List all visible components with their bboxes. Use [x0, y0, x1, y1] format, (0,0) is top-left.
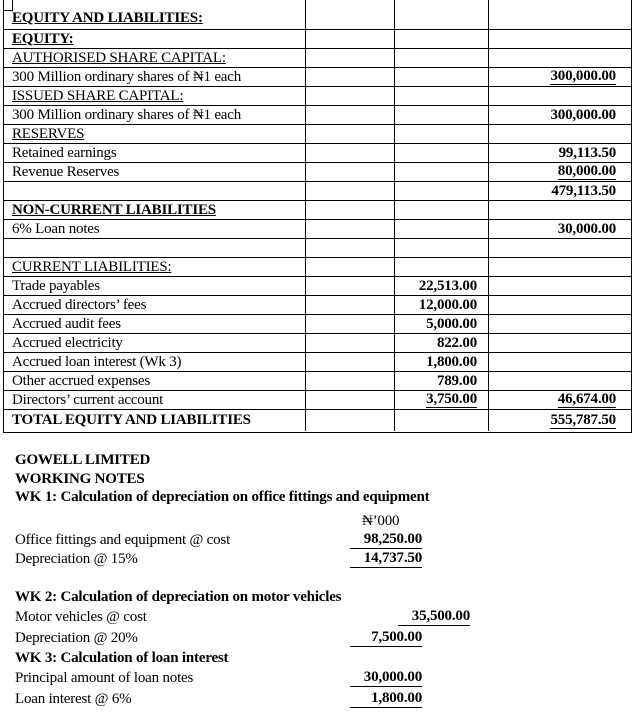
note-value: 35,500.00 [398, 609, 470, 626]
section-heading: AUTHORISED SHARE CAPITAL: [12, 49, 226, 66]
row-label: Retained earnings [12, 144, 117, 161]
naira-thousands-header: ₦’000 [362, 513, 400, 529]
note-value: 1,800.00 [350, 691, 422, 708]
amount-value: 5,000.00 [426, 316, 477, 332]
section-heading: RESERVES [12, 125, 85, 142]
note-label: Principal amount of loan notes [15, 670, 194, 686]
note-value: 30,000.00 [350, 670, 422, 687]
section-heading: ISSUED SHARE CAPITAL: [12, 87, 184, 104]
section-heading: NON-CURRENT LIABILITIES [12, 201, 216, 218]
row-label: Accrued electricity [12, 334, 123, 351]
total-heading: TOTAL EQUITY AND LIABILITIES [12, 412, 251, 428]
wk3-title: WK 3: Calculation of loan interest [15, 650, 229, 666]
section-heading: EQUITY AND LIABILITIES: [12, 10, 203, 26]
wk1-title: WK 1: Calculation of depreciation on office fittings and equipment [15, 489, 430, 505]
row-label: Other accrued expenses [12, 372, 151, 389]
grand-total-value: 555,787.50 [550, 411, 616, 428]
amount-value: 12,000.00 [418, 297, 477, 313]
row-label: Accrued directors’ fees [12, 296, 147, 313]
note-value: 7,500.00 [350, 630, 422, 647]
note-line [15, 669, 422, 687]
note-label: Office fittings and equipment @ cost [15, 532, 231, 548]
section-heading: CURRENT LIABILITIES: [12, 258, 172, 275]
working-notes-heading: WORKING NOTES [15, 471, 145, 487]
section-heading: EQUITY: [12, 30, 74, 47]
note-label: Loan interest @ 6% [15, 691, 132, 707]
amount-value: 300,000.00 [550, 107, 616, 123]
amount-value: 80,000.00 [557, 163, 616, 179]
company-name: GOWELL LIMITED [15, 452, 151, 468]
note-line [15, 608, 470, 626]
row-label: 300 Million ordinary shares of ₦1 each [12, 106, 242, 123]
wk2-title: WK 2: Calculation of depreciation on motor vehicles [15, 589, 342, 605]
note-label: Depreciation @ 15% [15, 551, 138, 567]
note-line [15, 690, 422, 708]
subtotal-value: 479,113.50 [551, 183, 616, 199]
note-line [15, 531, 422, 549]
amount-value: 46,674.00 [557, 391, 616, 407]
amount-value: 30,000.00 [557, 221, 616, 237]
amount-value: 789.00 [436, 373, 477, 389]
note-label: Motor vehicles @ cost [15, 609, 147, 625]
amount-value: 99,113.50 [558, 145, 616, 161]
note-label: Depreciation @ 20% [15, 630, 138, 646]
row-label: 6% Loan notes [12, 220, 100, 237]
note-value: 98,250.00 [350, 532, 422, 549]
amount-value: 300,000.00 [550, 68, 616, 84]
row-label: 300 Million ordinary shares of ₦1 each [12, 68, 242, 85]
row-label: Directors’ current account [12, 391, 164, 408]
note-line [15, 629, 422, 647]
amount-value: 3,750.00 [426, 391, 477, 407]
amount-value: 822.00 [436, 335, 477, 351]
note-value: 14,737.50 [350, 551, 422, 568]
amount-value: 1,800.00 [426, 354, 477, 370]
row-label: Trade payables [12, 277, 100, 294]
row-label: Accrued audit fees [12, 315, 121, 332]
row-label: Accrued loan interest (Wk 3) [12, 353, 182, 370]
amount-value: 22,513.00 [418, 278, 477, 294]
note-line [15, 550, 422, 568]
row-label: Revenue Reserves [12, 163, 120, 180]
